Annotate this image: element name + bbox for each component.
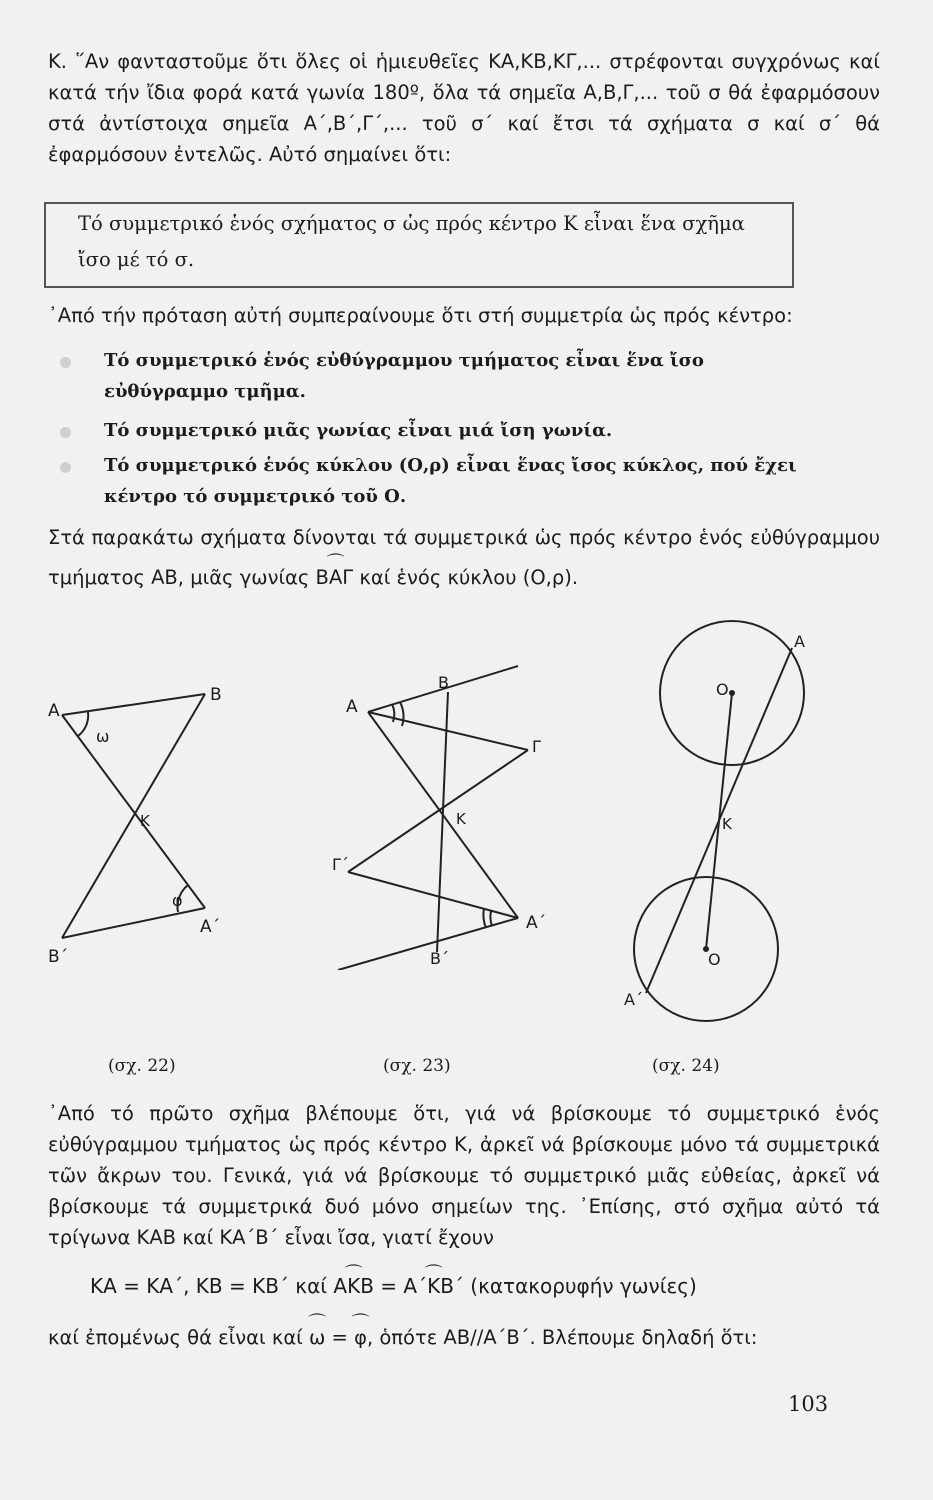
conclusion-intro: ᾿Από τήν πρόταση αὐτή συμπεραίνουμε ὅτι στή συμμετρία ὡς πρός κέντρο:: [48, 304, 793, 327]
bullet-dot: [60, 462, 71, 473]
caption-23: (σχ. 23): [383, 1056, 451, 1076]
label-k: Κ: [722, 815, 732, 833]
angle-vertex: ⌒ Α: [329, 558, 342, 598]
bullet-item: Τό συμμετρικό ἑνός εὐθύγραμμου τμήματος εἶναι ἕνα ἴσο εὐθύγραμμο τμῆμα.: [104, 350, 704, 402]
label-g2: Γ΄: [332, 855, 349, 874]
figures-intro: Στά παρακάτω σχήματα δίνονται τά συμμετρικά ὡς πρός κέντρο ἑνός εὐθύγραμμου τμήματος ΑΒ, μιᾶς γωνίας Β⌒ ΑΓ καί ἑνός κύκλου (Ο,ρ).: [48, 518, 880, 598]
intro-paragraph: Κ. ῞Αν φανταστοῦμε ὅτι ὅλες οἱ ἡμιευθεῖες ΚΑ,ΚΒ,ΚΓ,... στρέφονται συγχρόνως καί κατά τήν ἴδια φορά κατά γωνία 180º, ὅλα τά σημεῖα Α,Β,Γ,... τοῦ σ θά ἐφαρμόσουν στά ἀντίστοιχα σημεῖα Α΄,Β΄,Γ΄,... τοῦ σ΄ καί ἔτσι τά σχήματα σ καί σ΄ θά ἐφαρμόσουν ἐντελῶς. Αὐτό σημαίνει ὅτι:: [48, 50, 880, 166]
segment-ab: [62, 694, 205, 715]
segment-a2b2: [62, 908, 205, 938]
omega-arc: [78, 712, 88, 736]
center-o: [729, 690, 735, 696]
label-b: Β: [210, 685, 222, 705]
after-figures-paragraph: ᾿Από τό πρῶτο σχῆμα βλέπουμε ὅτι, γιά νά βρίσκουμε τό συμμετρικό ἑνός εὐθύγραμμου τμήματος ὡς πρός κέντρο Κ, ἀρκεῖ νά βρίσκουμε μόνο τά συμμετρικά τῶν ἄκρων του. Γενικά, γιά νά βρίσκουμε τό συμμετρικό μιᾶς εὐθείας, ἀρκεῖ νά βρίσκουμε τά συμμετρικά δυό μόνο σημείων της. ᾿Επίσης, στό σχῆμα αὐτό τά τρίγωνα ΚΑΒ καί ΚΑ΄Β΄ εἶναι ἴσα, γιατί ἔχουν: [48, 1102, 880, 1249]
label-a: Α: [346, 697, 358, 717]
label-k: Κ: [456, 810, 466, 828]
angle-arc-1: [392, 704, 394, 722]
label-b2: Β΄: [48, 947, 69, 967]
label-a2: Α΄: [526, 913, 547, 933]
angle-arc-4: [483, 908, 486, 928]
angle-arc-3: [490, 911, 492, 926]
label-b2: Β΄: [430, 949, 449, 968]
label-a: Α: [794, 632, 805, 651]
label-g: Γ: [532, 737, 541, 756]
segment-aa2: [62, 715, 205, 908]
caption-22: (σχ. 22): [108, 1056, 176, 1076]
label-phi: φ: [172, 891, 183, 910]
segment-bb2: [437, 692, 448, 952]
label-o2: Ο: [708, 950, 721, 969]
label-b: Β: [438, 673, 449, 692]
figure-22: [30, 670, 270, 980]
angle-arc-2: [400, 702, 403, 726]
bullet-item: Τό συμμετρικό ἑνός κύκλου (Ο,ρ) εἶναι ἕνας ἴσος κύκλος, πού ἔχει κέντρο τό συμμετρικό τοῦ Ο.: [104, 455, 797, 507]
bullet-dot: [60, 357, 71, 368]
caption-24: (σχ. 24): [652, 1056, 720, 1076]
figure-23: [320, 660, 560, 970]
figure-24: [610, 615, 850, 1025]
final-line: καί ἐπομένως θά εἶναι καί ⌒ ω = ⌒ φ, ὁπότε ΑΒ//Α΄Β΄. Βλέπουμε δηλαδή ὅτι:: [48, 1322, 880, 1353]
ray-a2g2: [348, 872, 518, 918]
label-o: Ο: [716, 680, 729, 699]
label-k: Κ: [140, 812, 150, 830]
label-omega: ω: [96, 727, 110, 746]
boxed-statement: Τό συμμετρικό ἑνός σχήματος σ ὡς πρός κέντρο Κ εἶναι ἕνα σχῆμα ἴσο μέ τό σ.: [78, 212, 745, 271]
label-a2: Α΄: [200, 917, 221, 937]
formula-line: ΚΑ = ΚΑ΄, ΚΒ = ΚΒ΄ καί Α⌒ ΚΒ = Α΄⌒ ΚΒ΄ (κατακορυφήν γωνίες): [90, 1274, 697, 1298]
segment-gg2: [348, 750, 528, 872]
page-number: 103: [788, 1392, 829, 1416]
bullet-item: Τό συμμετρικό μιᾶς γωνίας εἶναι μιά ἴση γωνία.: [104, 420, 613, 441]
label-a2: Α΄: [624, 990, 643, 1009]
bullet-dot: [60, 427, 71, 438]
label-a: Α: [48, 701, 60, 721]
